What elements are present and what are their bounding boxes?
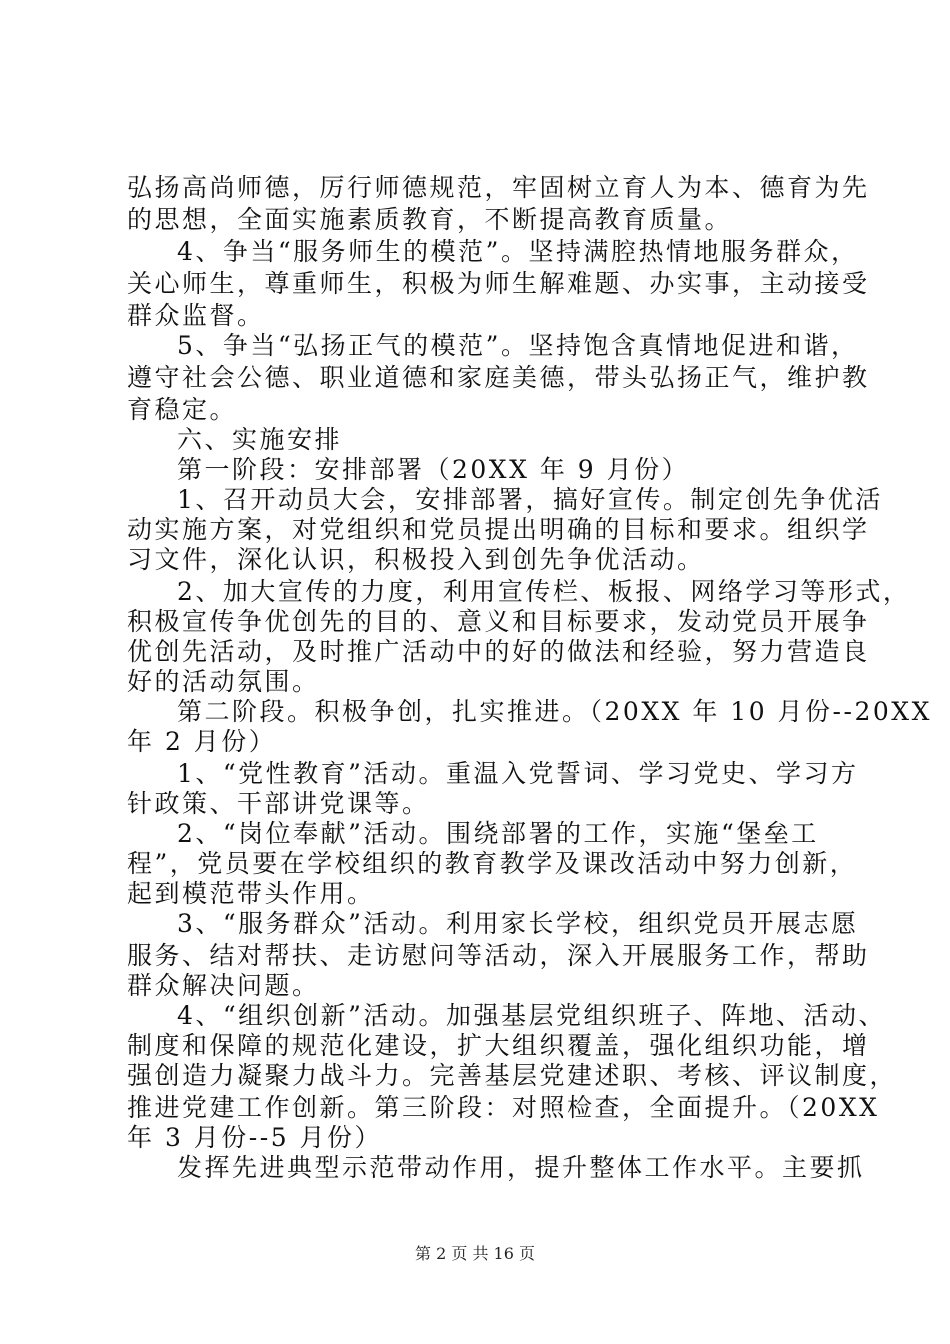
text-line: 3、“服务群众”活动。利用家长学校，组织党员开展志愿 — [177, 909, 859, 938]
text-line: 服务、结对帮扶、走访慰问等活动，深入开展服务工作，帮助 — [127, 941, 870, 970]
text-line: 4、“组织创新”活动。加强基层党组织班子、阵地、活动、 — [177, 1001, 886, 1030]
text-line: 习文件，深化认识，积极投入到创先争优活动。 — [127, 545, 705, 574]
text-line: 发挥先进典型示范带动作用，提升整体工作水平。主要抓 — [177, 1153, 865, 1182]
section-heading: 六、实施安排 — [177, 425, 343, 454]
text-line: 动实施方案，对党组织和党员提出明确的目标和要求。组织学 — [127, 515, 870, 544]
text-line: 优创先活动，及时推广活动中的好的做法和经验，努力营造良 — [127, 637, 870, 666]
text-line: 程”，党员要在学校组织的教育教学及课改活动中努力创新， — [127, 849, 858, 878]
text-line: 2、“岗位奉献”活动。围绕部署的工作，实施“堡垒工 — [177, 819, 819, 848]
text-line: 强创造力凝聚力战斗力。完善基层党建述职、考核、评议制度， — [127, 1061, 898, 1090]
text-line: 针政策、干部讲党课等。 — [127, 789, 430, 818]
stage-heading: 第一阶段：安排部署（20XX 年 9 月份） — [177, 455, 690, 484]
text-line: 群众解决问题。 — [127, 971, 320, 1000]
text-line: 弘扬高尚师德，厉行师德规范，牢固树立育人为本、德育为先 — [127, 173, 870, 202]
text-line: 1、召开动员大会，安排部署，搞好宣传。制定创先争优活 — [177, 485, 883, 514]
text-line: 育稳定。 — [127, 395, 238, 424]
text-line: 年 2 月份） — [127, 727, 277, 756]
text-line: 的思想，全面实施素质教育，不断提高教育质量。 — [127, 205, 733, 234]
page-number: 第 2 页 共 16 页 — [415, 1244, 535, 1263]
text-line: 起到模范带头作用。 — [127, 879, 375, 908]
text-line: 4、争当“服务师生的模范”。坚持满腔热情地服务群众， — [177, 237, 859, 266]
text-line: 好的活动氛围。 — [127, 667, 320, 696]
text-line: 制度和保障的规范化建设，扩大组织覆盖，强化组织功能，增 — [127, 1031, 870, 1060]
text-line: 关心师生，尊重师生，积极为师生解难题、办实事，主动接受 — [127, 269, 870, 298]
text-line: 1、“党性教育”活动。重温入党誓词、学习党史、学习方 — [177, 759, 859, 788]
text-line: 年 3 月份--5 月份） — [127, 1123, 383, 1152]
text-line: 积极宣传争优创先的目的、意义和目标要求，发动党员开展争 — [127, 607, 870, 636]
stage-heading: 第二阶段。积极争创，扎实推进。（20XX 年 10 月份--20XX — [177, 697, 932, 726]
text-line: 群众监督。 — [127, 301, 265, 330]
text-line: 2、加大宣传的力度，利用宣传栏、板报、网络学习等形式， — [177, 577, 911, 606]
text-line: 5、争当“弘扬正气的模范”。坚持饱含真情地促进和谐， — [177, 331, 859, 360]
text-line: 遵守社会公德、职业道德和家庭美德，带头弘扬正气，维护教 — [127, 363, 870, 392]
text-line: 推进党建工作创新。第三阶段：对照检查，全面提升。（20XX — [127, 1093, 880, 1122]
